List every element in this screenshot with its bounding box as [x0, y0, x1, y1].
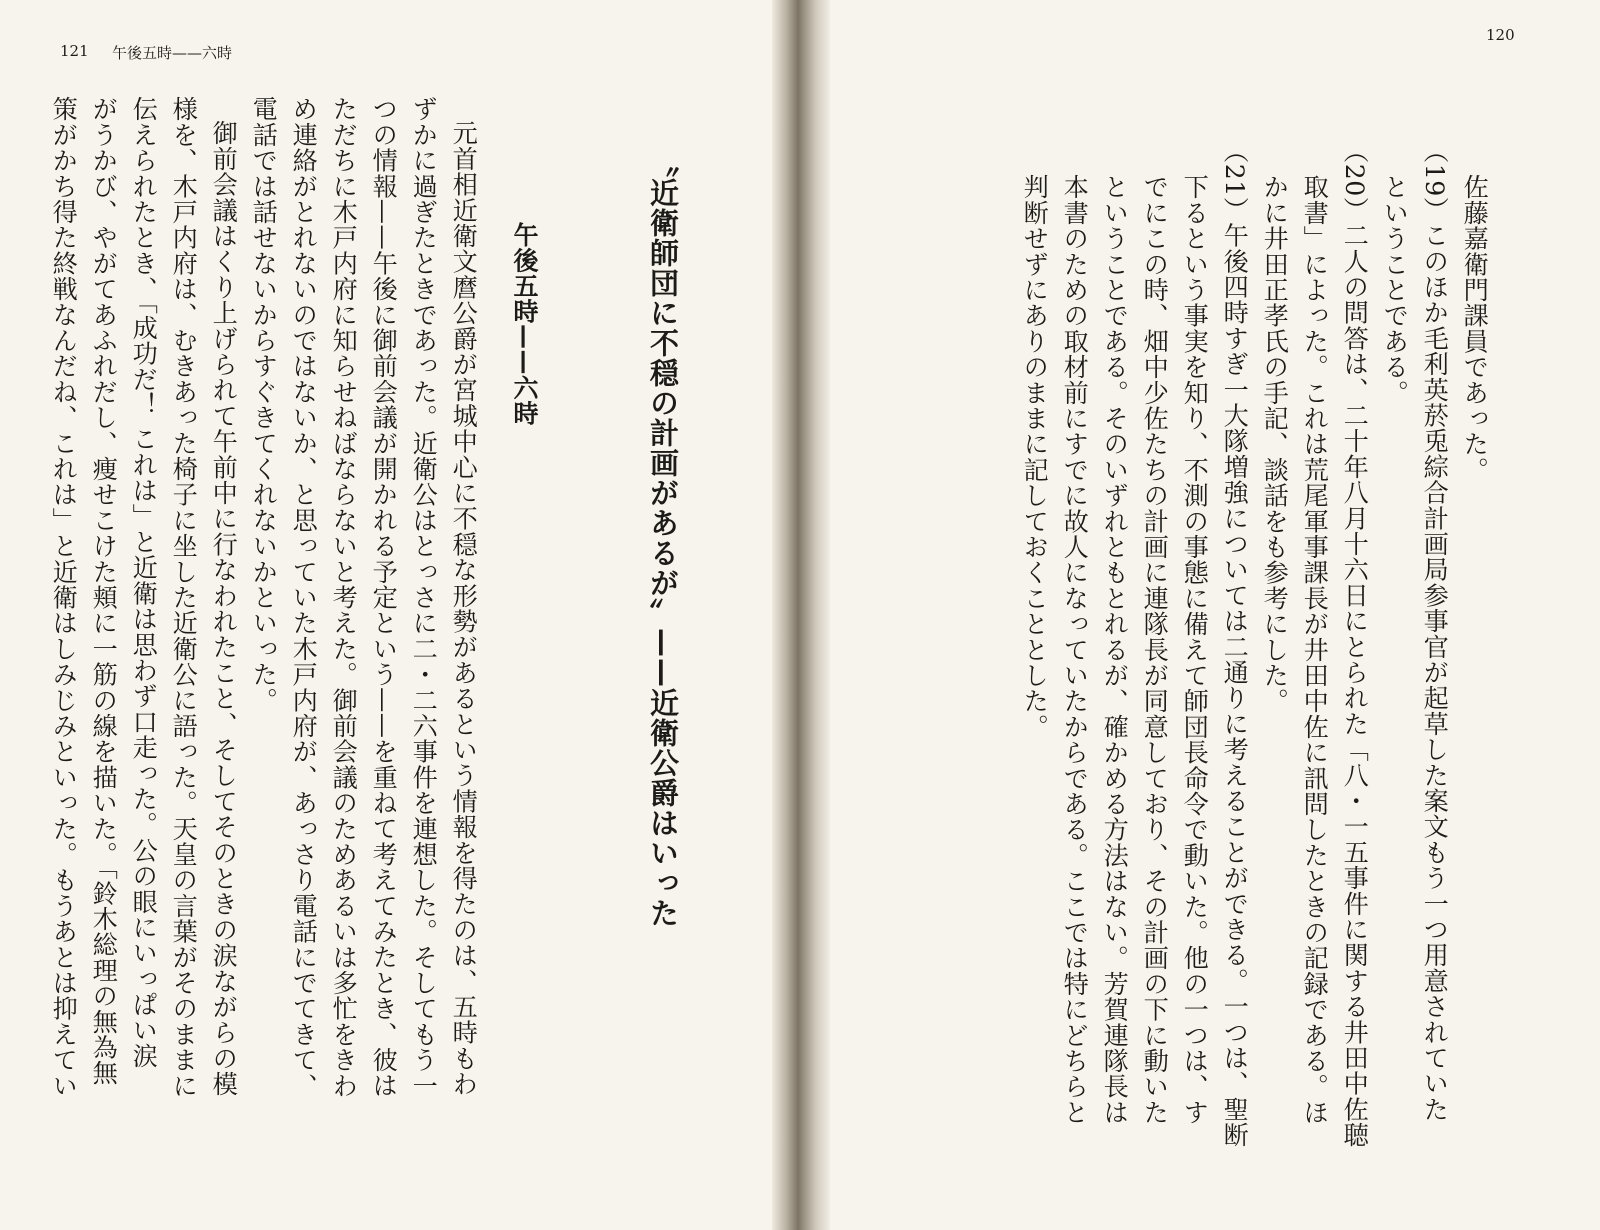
right-body-line: ということである。: [1380, 174, 1410, 406]
right-body-line: 取書」によった。これは荒尾軍事課長が井田中佐に訊問したときの記録である。ほ: [1300, 174, 1330, 1125]
section-heading: 午後五時——六時: [510, 222, 539, 426]
right-body-line: 下るという事実を知り、不測の事態に備えて師団長命令で動いた。他の一つは、す: [1180, 174, 1210, 1125]
right-body-line: でにこの時、畑中少佐たちの計画に連隊長が同意しており、その計画の下に動いた: [1140, 174, 1170, 1125]
left-body-line: がうかび、やがてあふれだし、痩せこけた頬に一筋の線を描いた。「鈴木総理の無為無: [89, 96, 119, 1086]
right-body-line: （19）このほか毛利英菸兎綜合計画局参事官が起草した案文もう一つ用意されていた: [1420, 138, 1450, 1122]
right-body-line: 佐藤嘉衛門課員であった。: [1460, 174, 1490, 483]
left-body-line: 電話では話せないからすぐきてくれないかといった。: [249, 96, 279, 713]
book-gutter: [772, 0, 830, 1230]
left-body-line: 伝えられたとき、「成功だ！ これは」と近衛は思わず口走った。公の眼にいっぱい涙: [129, 96, 159, 1069]
left-page-number: 121: [60, 42, 89, 60]
left-body-line: つの情報——午後に御前会議が開かれる予定という——を重ねて考えてみたとき、彼は: [369, 96, 399, 1099]
running-head: 午後五時——六時: [112, 44, 233, 62]
left-body-line: 様を、木戸内府は、むきあった椅子に坐した近衛公に語った。天皇の言葉がそのままに: [169, 96, 199, 1099]
right-body-line: ということである。そのいずれともとれるが、確かめる方法はない。芳賀連隊長は: [1100, 174, 1130, 1125]
left-body-line: め連絡がとれないのではないか、と思っていた木戸内府が、あっさり電話にでてきて、: [289, 96, 319, 1099]
right-body-line: （20）二人の問答は、二十年八月十六日にとられた「八・一五事件に関する井田中佐聴: [1340, 138, 1370, 1148]
left-body-line: ただちに木戸内府に知らせねばならないと考えた。御前会議のためあるいは多忙をきわ: [329, 96, 359, 1099]
left-body-line: 元首相近衛文麿公爵が宮城中心に不穏な形勢があるという情報を得たのは、五時もわ: [449, 120, 479, 1097]
right-body-line: 判断せずにありのままに記しておくこととした。: [1020, 174, 1050, 740]
left-body-line: ずかに過ぎたときであった。近衛公はとっさに二・二六事件を連想した。そしてもう一: [409, 96, 439, 1099]
right-page-number: 120: [1486, 26, 1515, 44]
left-body-line: 策がかち得た終戦なんだね、これは」と近衛はしみじみといった。もうあとは抑えてい: [49, 96, 79, 1099]
chapter-title: 〝近衛師団に不穏の計画があるが〟——近衛公爵はいった: [646, 148, 680, 928]
right-body-line: （21）午後四時すぎ一大隊増強については二通りに考えることができる。一つは、聖断: [1220, 138, 1250, 1148]
left-body-line: 御前会議はくり上げられて午前中に行なわれたこと、そしてそのときの涙ながらの模: [209, 120, 239, 1097]
right-body-line: 本書のための取材前にすでに故人になっていたからである。ここでは特にどちらと: [1060, 174, 1090, 1125]
right-body-line: かに井田正孝氏の手記、談話をも参考にした。: [1260, 174, 1290, 714]
